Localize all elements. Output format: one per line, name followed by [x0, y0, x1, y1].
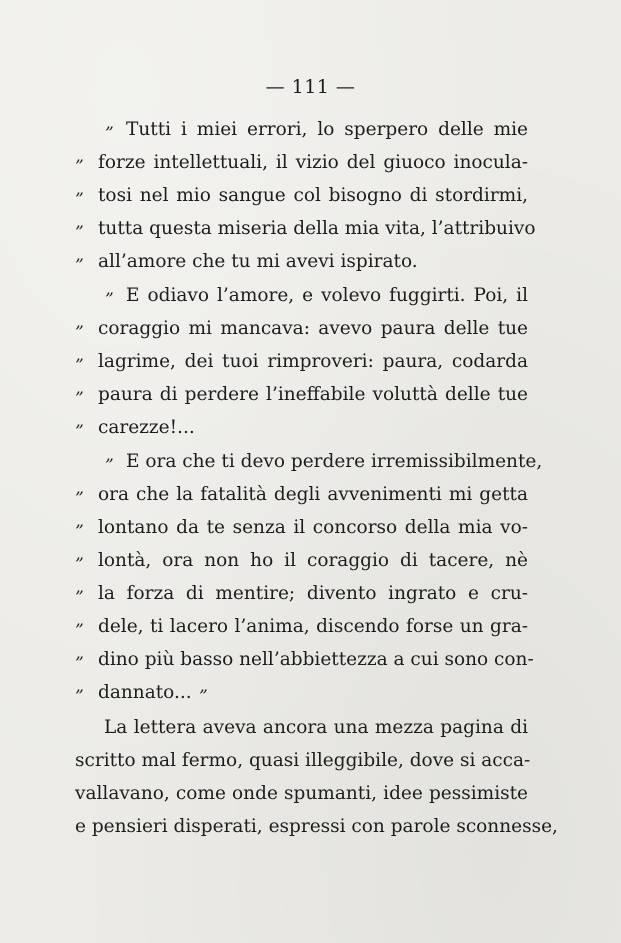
quote-mark: ”: [75, 489, 84, 509]
text-line: E ora che ti devo perdere irremissibilmente,: [126, 451, 543, 472]
quote-mark: ”: [75, 555, 84, 575]
quote-mark: ”: [75, 190, 84, 210]
text-line: carezze!...: [98, 417, 195, 438]
quote-mark: ”: [75, 323, 84, 343]
quote-mark: ”: [75, 654, 84, 674]
text-line: lontà, ora non ho il coraggio di tacere, nè: [98, 550, 528, 571]
text-line: tosi nel mio sangue col bisogno di stordirmi,: [98, 185, 528, 206]
text-line: Tutti i miei errori, lo sperpero delle mie: [126, 119, 528, 140]
text-line: tutta questa miseria della mia vita, l’attribuivo: [98, 218, 536, 239]
text-line: ora che la fatalità degli avvenimenti mi getta: [98, 484, 528, 505]
quote-mark: ”: [75, 356, 84, 376]
page-number: — 111 —: [265, 76, 356, 98]
quote-mark: ”: [75, 157, 84, 177]
quote-mark: ”: [75, 588, 84, 608]
text-line: paura di perdere l’ineffabile voluttà delle tue: [98, 384, 528, 405]
quote-mark: ”: [105, 456, 114, 476]
quote-mark: ”: [75, 389, 84, 409]
text-line: vallavano, come onde spumanti, idee pessimiste: [75, 783, 528, 804]
text-line: e pensieri disperati, espressi con parole sconnesse,: [75, 816, 558, 837]
text-line: lontano da te senza il concorso della mia vo-: [98, 517, 528, 538]
text-line: La lettera aveva ancora una mezza pagina di: [104, 717, 528, 738]
text-line: lagrime, dei tuoi rimproveri: paura, codarda: [98, 351, 528, 372]
quote-mark: ”: [75, 422, 84, 442]
text-line: dele, ti lacero l’anima, discendo forse un gra-: [98, 616, 528, 637]
quote-mark: ”: [105, 290, 114, 310]
text-line: dino più basso nell’abbiettezza a cui sono con-: [98, 649, 534, 670]
quote-mark: ”: [75, 687, 84, 707]
text-line: dannato...: [98, 682, 192, 703]
quote-mark: ”: [75, 522, 84, 542]
quote-mark: ”: [75, 621, 84, 641]
quote-mark: ”: [75, 256, 84, 276]
text-line: all’amore che tu mi avevi ispirato.: [98, 251, 418, 272]
text-line: E odiavo l’amore, e volevo fuggirti. Poi, il: [126, 285, 528, 306]
quote-mark: ”: [75, 223, 84, 243]
quote-mark: ”: [105, 124, 114, 144]
closing-quote-mark: ”: [199, 687, 208, 707]
text-line: coraggio mi mancava: avevo paura delle tue: [98, 318, 528, 339]
text-line: forze intellettuali, il vizio del giuoco inocula-: [98, 152, 528, 173]
text-line: la forza di mentire; divento ingrato e cru-: [98, 583, 528, 604]
text-line: scritto mal fermo, quasi illeggibile, dove si acca-: [75, 750, 531, 771]
